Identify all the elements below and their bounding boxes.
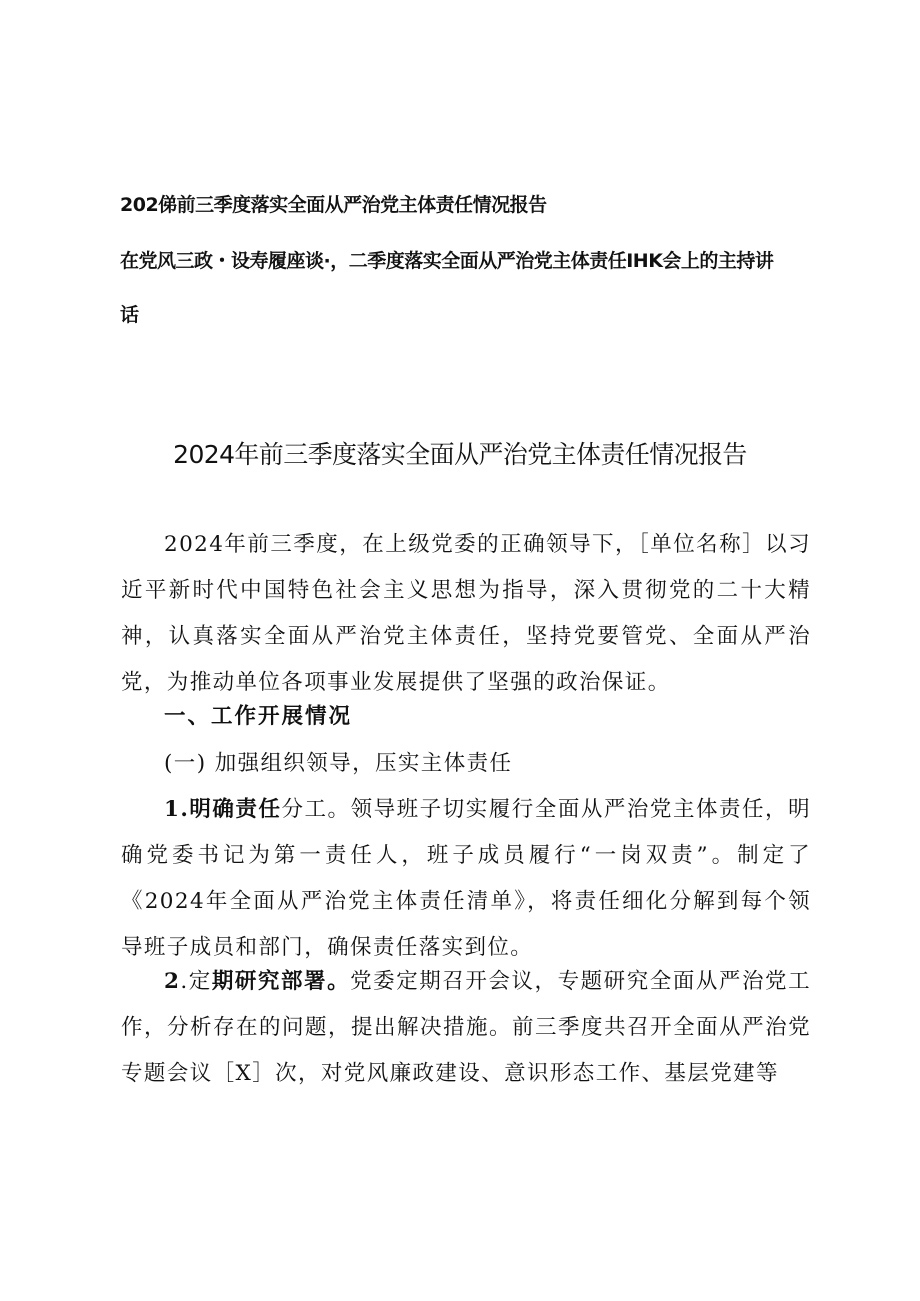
item-paragraph-2 bbox=[121, 959, 811, 1097]
section-heading: 一、工作开展情况 bbox=[164, 704, 353, 729]
item-heading-plain: .定 bbox=[180, 969, 212, 994]
subsection-heading: (一) 加强组织领导，压实主体责任 bbox=[164, 751, 513, 776]
item-number: 2 bbox=[164, 969, 181, 994]
toc-entry-2-continued: 话 bbox=[120, 304, 139, 326]
intro-paragraph: 2024年前三季度，在上级党委的正确领导下，［单位名称］以习近平新时代中国特色社会主义思想为指导，深入贯彻党的二十大精神，认真落实全面从严治党主体责任，坚持党要管党、全面从严治党，为推动单位各项事业发展提供了坚强的政治保证。 bbox=[121, 532, 811, 695]
item-heading-bold: 明确责任 bbox=[189, 797, 282, 822]
toc-entry-1: 202俤前三季度落实全面从严治党主体责任情况报告 bbox=[120, 194, 547, 216]
item-number: 1. bbox=[164, 797, 190, 822]
item-body: 党委定期召开会议，专题研究全面从严治党工作，分析存在的问题，提出解决措施。前三季度共召开全面从严治党专题会议［X］次，对党风廉政建设、意识形态工作、基层党建等 bbox=[121, 969, 811, 1086]
toc-entry-2: 在党风三政・设寿履座谈·，二季度落实全面从严治党主体责任IHK会上的主持讲 bbox=[120, 250, 774, 272]
item-paragraph-1 bbox=[121, 787, 811, 971]
item-heading-bold: 期研究部署。 bbox=[211, 969, 351, 994]
item-heading-rest: 分工。 bbox=[281, 797, 351, 822]
document-title: 2024年前三季度落实全面从严治党主体责任情况报告 bbox=[173, 440, 747, 469]
item-body: 领导班子切实履行全面从严治党主体责任，明确党委书记为第一责任人，班子成员履行“一岗双责”。制定了《2024年全面从严治党主体责任清单》，将责任细化分解到每个领导班子成员和部门，确保责任落实到位。 bbox=[121, 797, 811, 960]
